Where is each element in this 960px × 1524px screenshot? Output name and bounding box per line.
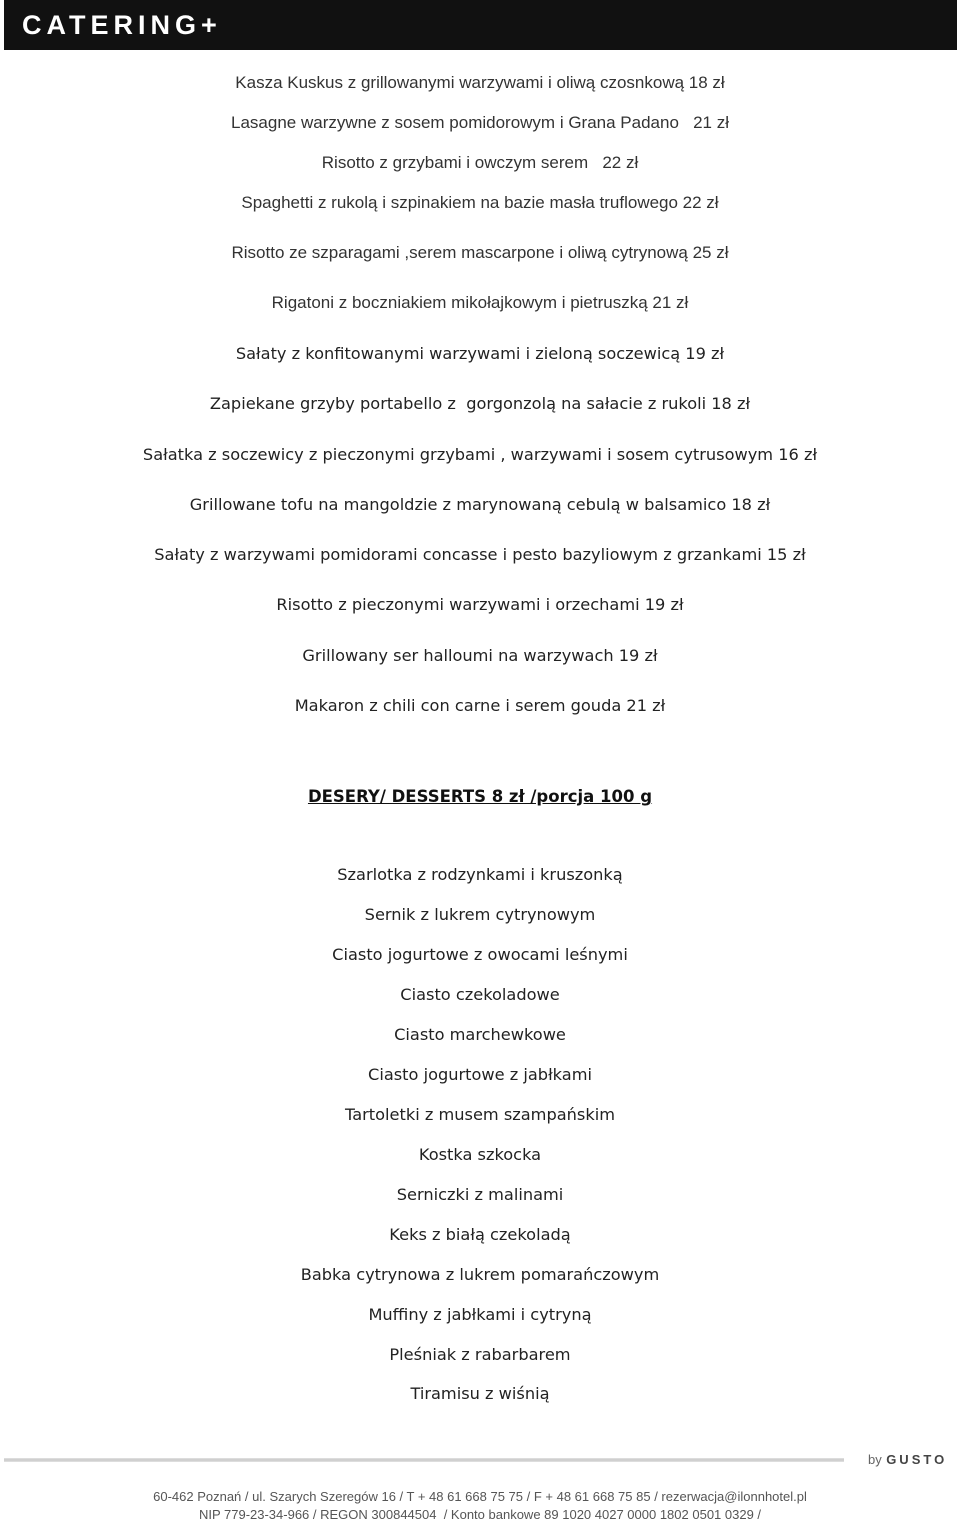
menu-item: Rigatoni z boczniakiem mikołajkowym i pietruszką 21 zł <box>271 293 689 312</box>
menu-item: Spaghetti z rukolą i szpinakiem na bazie masła truflowego 22 zł <box>241 193 719 212</box>
menu-item: Makaron z chili con carne i serem gouda 21 zł <box>294 696 666 715</box>
dessert-item: Ciasto jogurtowe z jabłkami <box>368 1065 592 1084</box>
catering-logo: CATERING+ <box>22 10 222 40</box>
menu-item: Kasza Kuskus z grillowanymi warzywami i oliwą czosnkową 18 zł <box>235 73 725 92</box>
menu-item: Lasagne warzywne z sosem pomidorowym i Grana Padano 21 zł <box>231 113 729 132</box>
dessert-item: Ciasto czekoladowe <box>400 985 560 1004</box>
header-bar <box>4 0 957 50</box>
dessert-item: Tiramisu z wiśnią <box>410 1384 550 1403</box>
menu-item: Risotto z grzybami i owczym serem 22 zł <box>321 153 639 172</box>
dessert-item: Muffiny z jabłkami i cytryną <box>368 1305 592 1324</box>
footer-divider <box>4 1458 844 1462</box>
menu-item: Risotto ze szparagami ,serem mascarpone i oliwą cytrynową 25 zł <box>231 243 729 262</box>
gusto-logo-name: GUSTO <box>886 1452 948 1467</box>
menu-item: Grillowany ser halloumi na warzywach 19 zł <box>302 646 658 665</box>
dessert-item: Tartoletki z musem szampańskim <box>345 1105 615 1124</box>
menu-item: Zapiekane grzyby portabello z gorgonzolą na sałacie z rukoli 18 zł <box>209 394 751 413</box>
footer-registry: NIP 779-23-34-966 / REGON 300844504 / Konto bankowe 89 1020 4027 0000 1802 0501 0329 / <box>198 1507 762 1522</box>
dessert-item: Szarlotka z rodzynkami i kruszonką <box>337 865 623 884</box>
footer-address: 60-462 Poznań / ul. Szarych Szeregów 16 / T + 48 61 668 75 75 / F + 48 61 668 75 85 / rezerwacja@ilonnhotel.pl <box>153 1489 807 1504</box>
menu-item: Risotto z pieczonymi warzywami i orzechami 19 zł <box>276 595 684 614</box>
dessert-item: Pleśniak z rabarbarem <box>389 1345 571 1364</box>
dessert-item: Ciasto marchewkowe <box>394 1025 566 1044</box>
gusto-logo-by: by <box>868 1452 882 1467</box>
menu-item: Grillowane tofu na mangoldzie z marynowaną cebulą w balsamico 18 zł <box>189 495 771 514</box>
dessert-item: Ciasto jogurtowe z owocami leśnymi <box>332 945 628 964</box>
desserts-heading: DESERY/ DESSERTS 8 zł /porcja 100 g <box>307 787 653 806</box>
gusto-logo <box>868 1450 947 1470</box>
menu-item: Sałaty z warzywami pomidorami concasse i pesto bazyliowym z grzankami 15 zł <box>154 545 806 564</box>
dessert-item: Keks z białą czekoladą <box>389 1225 571 1244</box>
dessert-item: Serniczki z malinami <box>396 1185 564 1204</box>
dessert-item: Babka cytrynowa z lukrem pomarańczowym <box>300 1265 660 1284</box>
dessert-item: Kostka szkocka <box>418 1145 542 1164</box>
menu-item: Sałatka z soczewicy z pieczonymi grzybami , warzywami i sosem cytrusowym 16 zł <box>142 445 818 464</box>
dessert-item: Sernik z lukrem cytrynowym <box>364 905 596 924</box>
menu-item: Sałaty z konfitowanymi warzywami i zieloną soczewicą 19 zł <box>235 344 725 363</box>
